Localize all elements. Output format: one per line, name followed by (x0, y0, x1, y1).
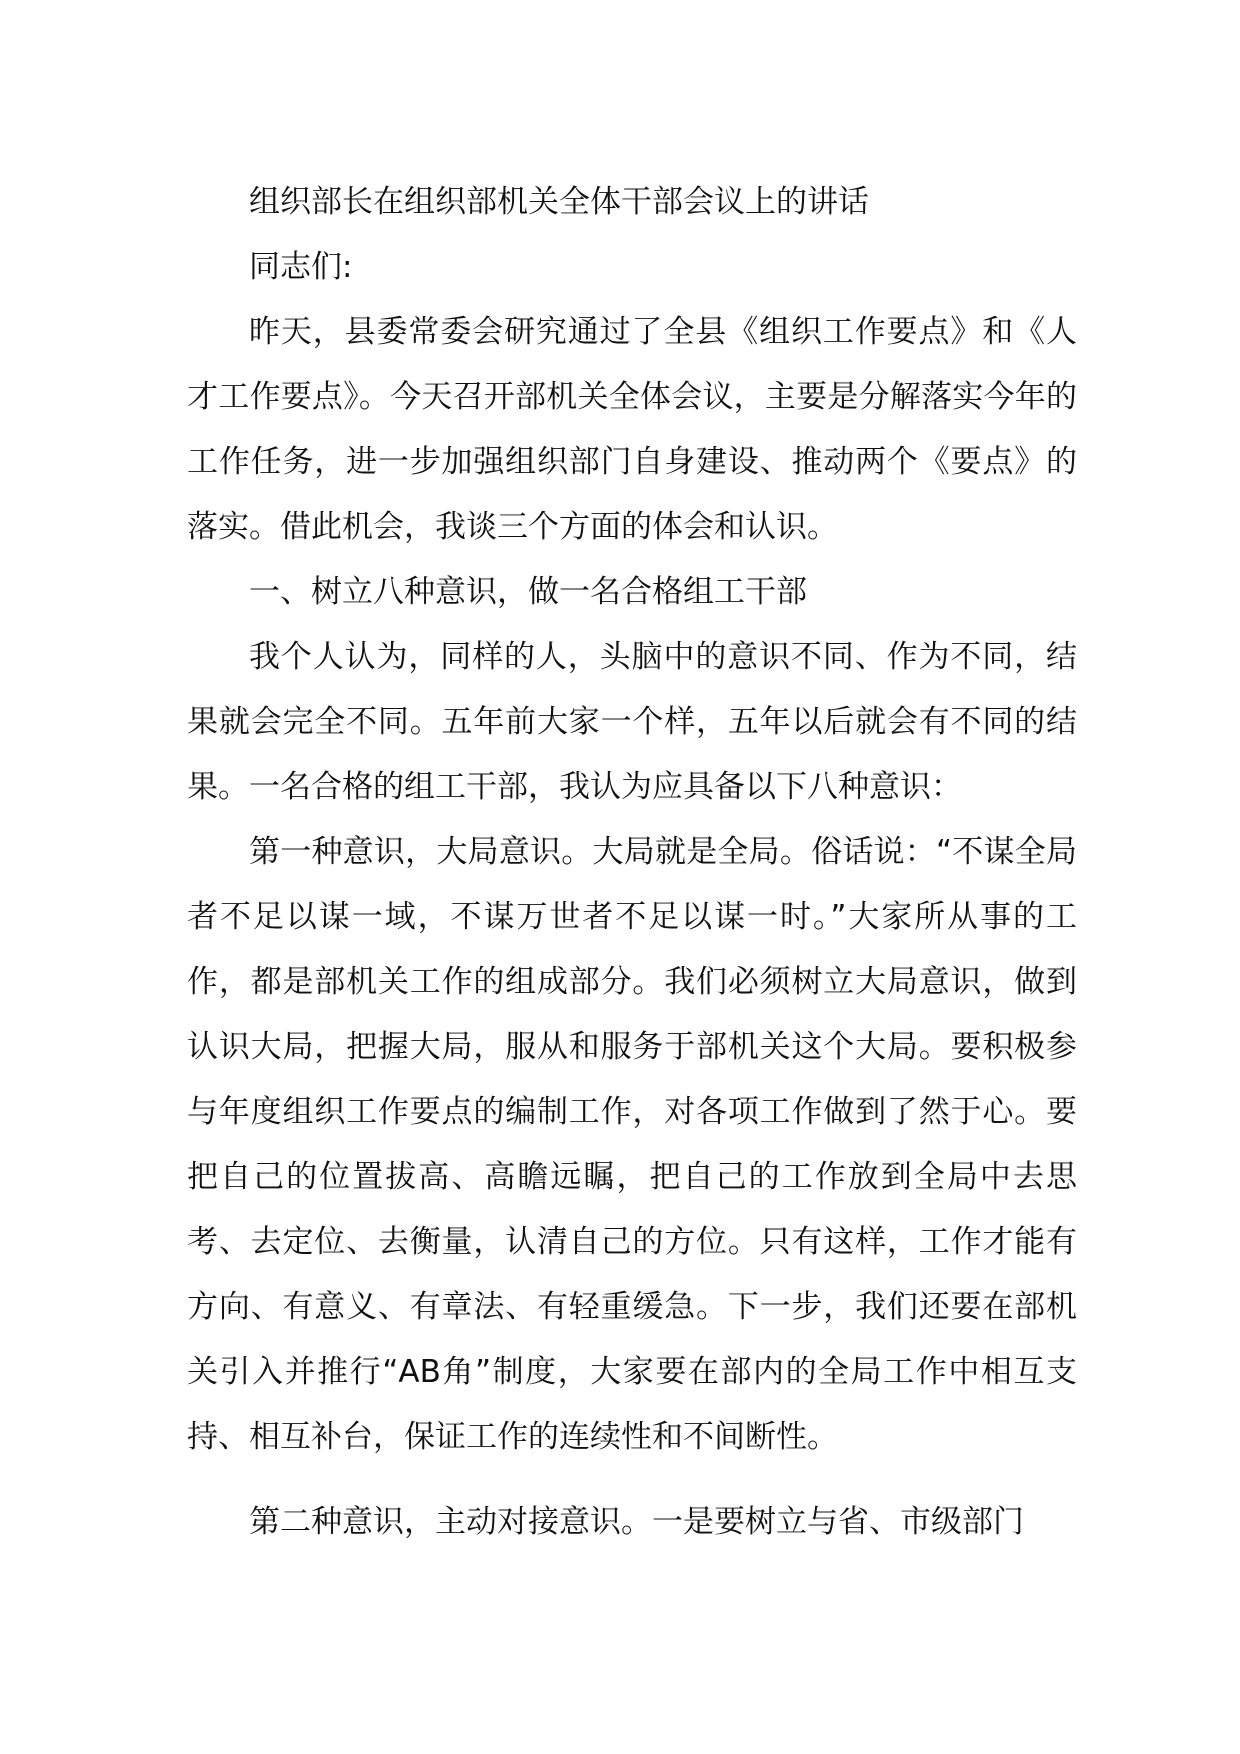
document-body (187, 170, 1077, 1555)
paragraph-intro: 昨天，县委常委会研究通过了全县《组织工作要点》和《人才工作要点》。今天召开部机关全体会议，主要是分解落实今年的工作任务，进一步加强组织部门自身建设、推动两个《要点》的落实。借此机会，我谈三个方面的体会和认识。 (187, 314, 1077, 545)
paragraph-awareness-overview: 我个人认为，同样的人，头脑中的意识不同、作为不同，结果就会完全不同。五年前大家一个样，五年以后就会有不同的结果。一名合格的组工干部，我认为应具备以下八种意识： (187, 639, 1077, 805)
paragraph-second-awareness: 第二种意识，主动对接意识。一是要树立与省、市级部门 (249, 1504, 1024, 1540)
document-title: 组织部长在组织部机关全体干部会议上的讲话 (249, 184, 869, 220)
salutation: 同志们: (249, 249, 353, 285)
section-heading: 一、树立八种意识，做一名合格组工干部 (249, 574, 807, 610)
paragraph-first-awareness: 第一种意识，大局意识。大局就是全局。俗话说：“不谋全局者不足以谋一域，不谋万世者不足以谋一时。”大家所从事的工作，都是部机关工作的组成部分。我们必须树立大局意识，做到认识大局，把握大局，服从和服务于部机关这个大局。要积极参与年度组织工作要点的编制工作，对各项工作做到了然于心。要把自己的位置拔高、高瞻远瞩，把自己的工作放到全局中去思考、去定位、去衡量，认清自己的方位。只有这样，工作才能有方向、有意义、有章法、有轻重缓急。下一步，我们还要在部机关引入并推行“AB角”制度，大家要在部内的全局工作中相互支持、相互补台，保证工作的连续性和不间断性。 (187, 834, 1077, 1455)
